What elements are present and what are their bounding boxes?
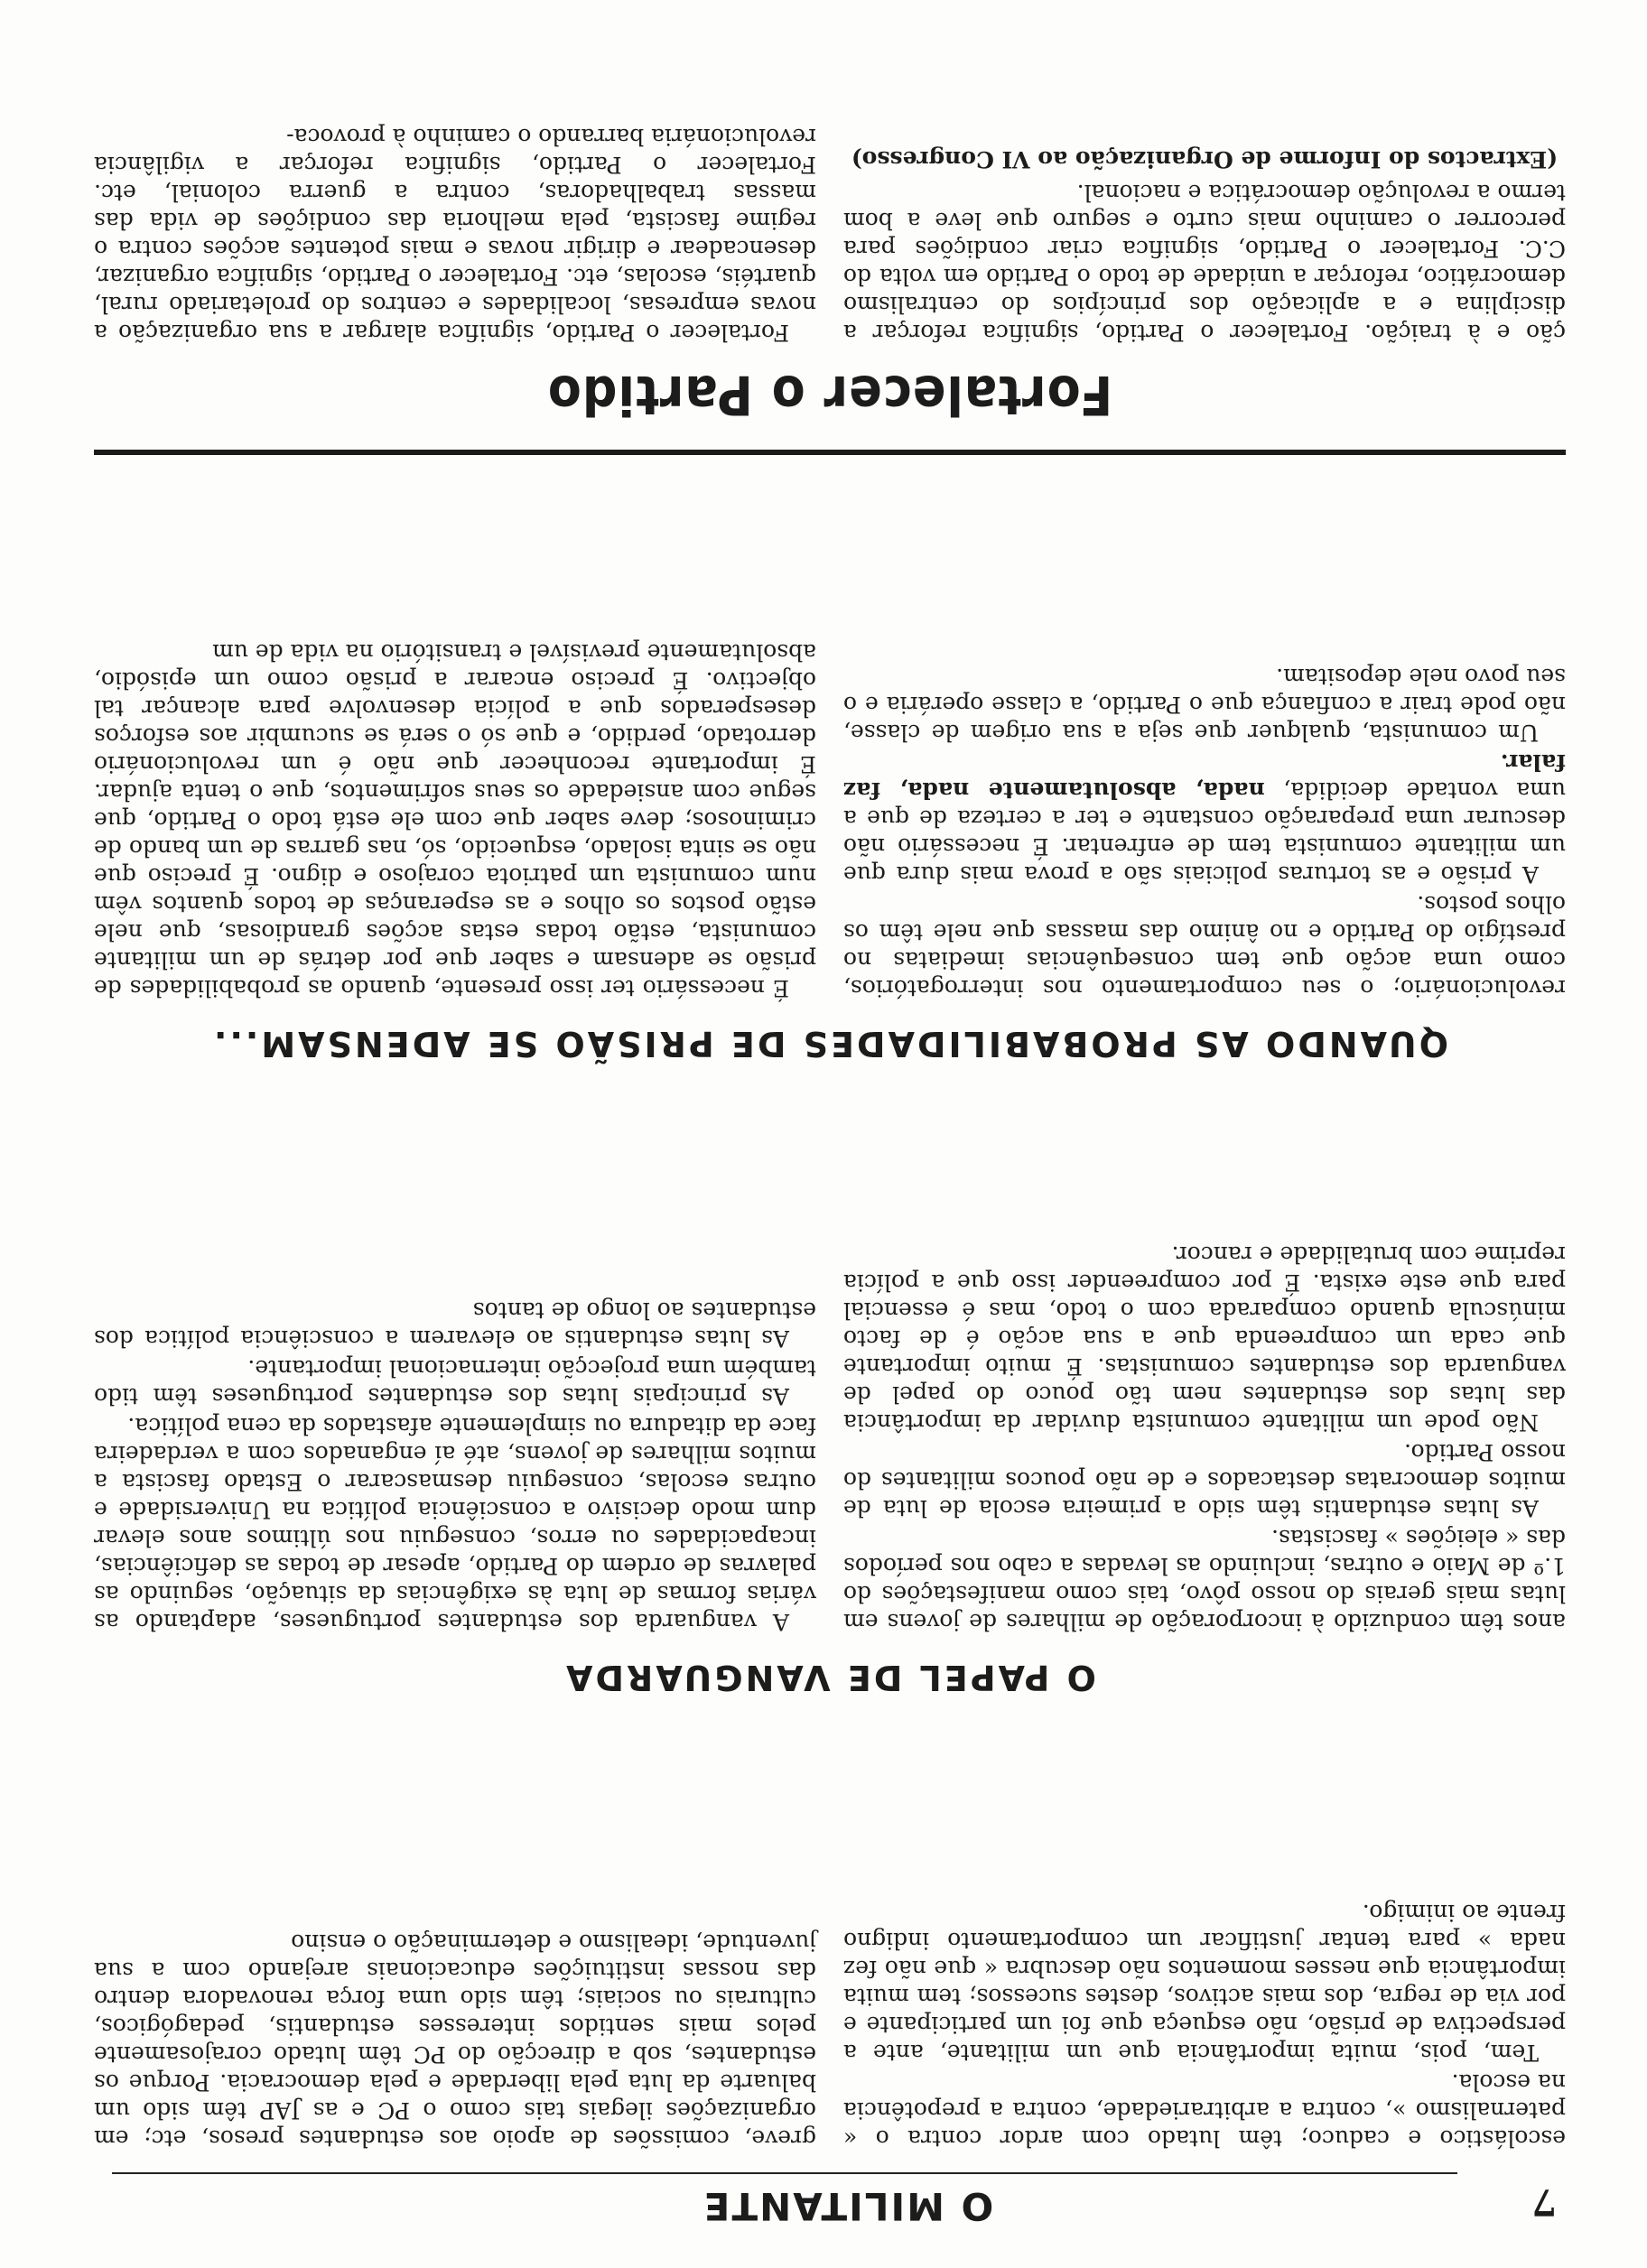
paragraph: greve, comissões de apoio aos estudantes presos, etc; em organizações ilegais tais como o PC e as JAP têm sido um baluarte da luta pela liberdade e pela democracia. Porque os estudantes, sob a direcção do PC têm lutado corajosamente pelos mais sentidos interesses estudantis, pedagógicos, culturais ou sociais; têm sido uma força renovadora dentro das nossas instituições educacionais arejando com a sua juventude, idealismo e determinação o ensino [94,1929,816,2152]
section2-left-column [843,1241,1566,1636]
section1-left-column [843,1899,1566,2152]
section3-right-column [94,638,816,1002]
paragraph: A vanguarda dos estudantes portugueses, adaptando as várias formas de luta às exigências da situação, seguindo as palavras de ordem do Partido, apesar de todas as deficiências, incapacidades ou erros, conseguiu nos últimos anos elevar dum modo decisivo a consciência política na Universidade e outras escolas, conseguiu desmascarar o Estado fascista a muitos milhares de jovens, até aí enganados com a verdadeira face da ditadura ou simplemente afastados da cena política. [94,1413,816,1635]
paragraph: As lutas estudantis ao elevarem a consciência política dos estudantes ao longo de tantos [94,1297,816,1352]
paragraph: As lutas estudantis têm sido a primeira escola de luta de muitos democratas destacados e de não poucos militantes do nosso Partido. [843,1439,1566,1521]
section-divider-rule [94,450,1566,455]
page-header [112,2169,1584,2241]
paragraph: Não pode um militante comunista duvidar da importância das lutas dos estudantes nem tão pouco do papel de vanguarda dos estudantes comunistas. É muito importante que cada um compreenda que a sua acção é de facto minúscula quando comparada com o todo, mas é essencial para que este exista. É por compreender isso que a polícia reprime com brutalidade e rancor. [843,1241,1566,1436]
paragraph: anos têm conduzido à incorporação de milhares de jovens em lutas mais gerais do nosso pôvo, tais como manifestações do 1.º de Maio e outras, incluindo as levadas a cabo nos períodos das « eleições » fascistas. [843,1525,1566,1635]
section4-right-column [94,123,816,347]
journal-title: O MILITANTE [702,2184,994,2228]
paragraph: ção e à traição. Fortalecer o Partido, significa reforçar a disciplina e a aplicação dos princípios do centralismo democrático, reforçar a unidade de todo o Partido em volta do C.C. Fortalecer o Partido, significa criar condições para percorrer o caminho mais curto e seguro que leve a bom termo a revolução democrática e nacional. [843,180,1566,346]
section4-left-column [843,145,1566,347]
section-title-vanguarda: O PAPEL DE VANGUARDA [563,1658,1096,1697]
paragraph: As principais lutas dos estudantes portugueses têm tido também uma projecção internacional importante. [94,1355,816,1409]
section-title-prisao: QUANDO AS PROBABILIDADES DE PRISÃO SE ADENSAM... [210,1024,1449,1064]
source-note: (Extractos do Informe de Organização ao VI Congresso) [851,146,1559,172]
paragraph: É necessário ter isso presente, quando as probabilidades de prisão se adensam e saber que por detrás de um militante comunista, estão todas estas acções grandiosas, que nele estão postos os olhos e as esperanças de todos quantos vêm num comunista um patriota corajoso e digno. É preciso que não se sinta isolado, esquecido, só, nas garras de um bando de criminosos; deve saber que com ele está todo o Partido, que segue com ansiedade os seus sofrimentos, que o tenta ajudar. É importante reconhecer que não é um revolucionário derrotado, perdido, e que só o será se sucumbir aos esforços desesperados que a polícia desenvolve para alcançar tal objectivo. É preciso encarar a prisão como um episódio, absolutamente previsível e transitório na vida de um [94,639,816,1001]
paragraph: Um comunista, qualquer que seja a sua origem de classe, não pode trair a confiança que o Partido, a classe operária e o seu povo nele depositam. [843,664,1566,746]
paragraph: revolucionário; o seu comportamento nos interrogatórios, como uma acção que tem consequências imediatas no prestígio do Partido e no ânimo das massas que nele têm os olhos postos. [843,891,1566,1001]
paragraph: Fortalecer o Partido, significa alargar a sua organização a novas empresas, localidades e centros do proletariado rural, quartéis, escolas, etc. Fortalecer o Partido, significa organizar, desencadear e dirigir novas e mais potentes acções contra o regime fascista, pela melhoria das condições de vida das massas trabalhadoras, contra a guerra colonial, etc. Fortalecer o Partido, significa reforçar a vigilância revolucionária barrando o caminho à provoca- [94,124,816,346]
paragraph: Tem, pois, muita importância que um militante, ante a perspectiva de prisão, não esqueça que foi um participante e por via de regra, dos mais activos, destes sucessos; tem muita importância que nesses momentos não descubra « que não fez nada » para tentar justificar um comportamento indigno frente ao inimigo. [843,1900,1566,2066]
section3-left-column [843,663,1566,1002]
paragraph [843,748,1566,888]
header-rule [112,2172,1457,2174]
paragraph: escolástico e caduco; têm lutado com ardor contra o « paternalismo », contra a arbitrariedade, contra a prepotência na escola. [843,2069,1566,2152]
section1-right-column [94,1929,816,2152]
section-title-fortalecer: Fortalecer o Partido [546,363,1113,426]
page-number: 7 [1531,2180,1557,2223]
emphasis-text: nada, absolutamente nada, faz falar. [843,749,1566,804]
paragraph-text: A prisão e as torturas policiais são a prova mais dura que um militante comunista tem de enfrentar. É necessário não descurar uma preparação constante e ter a certeza de que a uma vontade decidida, nada, absolutamente nada, faz falar. [843,749,1566,888]
section2-right-column [94,1297,816,1636]
